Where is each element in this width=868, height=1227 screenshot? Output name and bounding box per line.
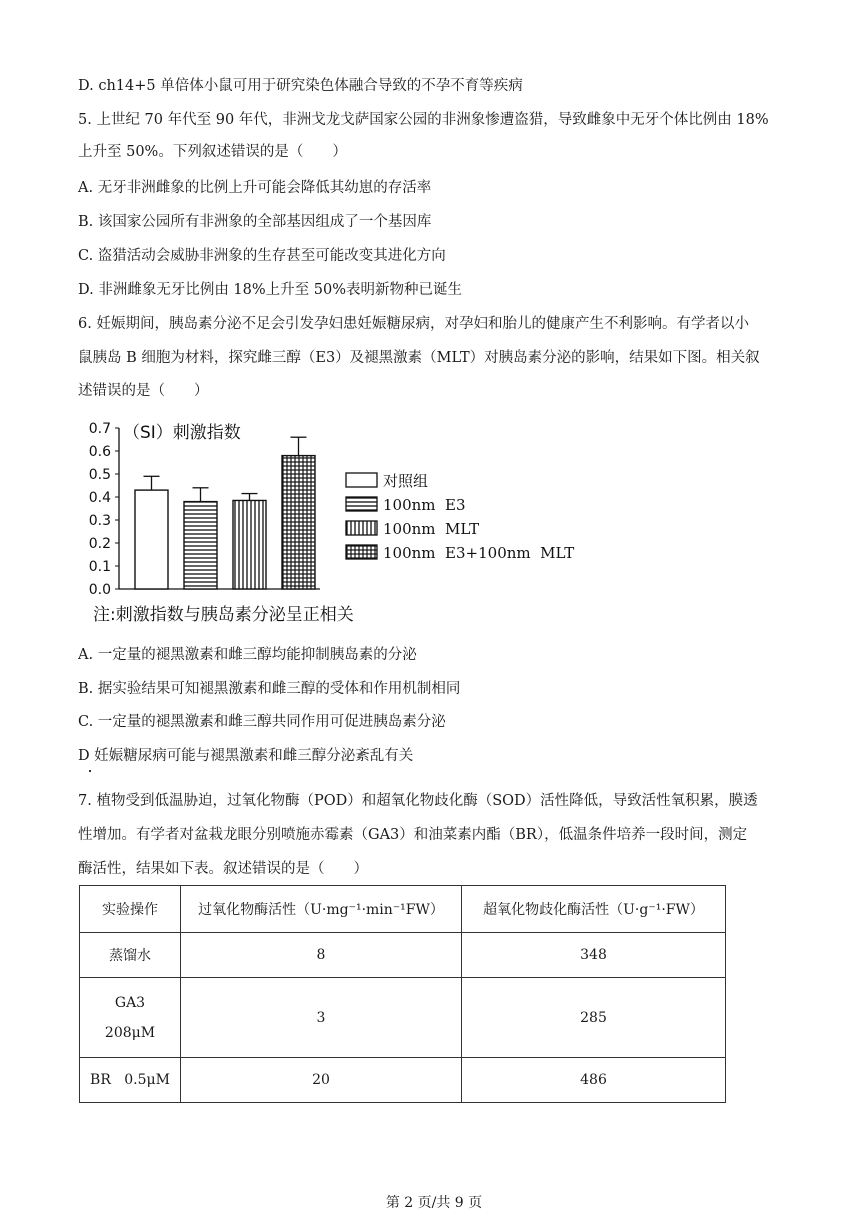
stray-dot xyxy=(89,770,91,772)
q6-stem-line2: 鼠胰岛 B 细胞为材料，探究雌三醇（E3）及褪黑激素（MLT）对胰岛素分泌的影响，结果如下图。相关叙 xyxy=(78,350,760,366)
q5-option-c: C. 盗猎活动会威胁非洲象的生存甚至可能改变其进化方向 xyxy=(78,248,446,264)
table-cell-op-line1: GA3 xyxy=(114,994,146,1011)
chart-ytick-label: 0.6 xyxy=(88,444,111,460)
q7-stem-line2: 性增加。有学者对盆栽龙眼分别喷施赤霉素（GA3）和油菜素内酯（BR），低温条件培养一段时间，测定 xyxy=(78,827,748,843)
chart-bar xyxy=(282,456,315,589)
table-cell-pod: 8 xyxy=(181,933,462,978)
q5-stem-line1: 5. 上世纪 70 年代至 90 年代，非洲戈龙戈萨国家公园的非洲象惨遭盗猎，导致雌象中无牙个体比例由 18% xyxy=(78,112,769,128)
chart-legend-swatch xyxy=(346,473,377,487)
chart-bar xyxy=(135,490,168,589)
q6-option-b: B. 据实验结果可知褪黑激素和雌三醇的受体和作用机制相同 xyxy=(78,681,461,697)
q6-bar-chart xyxy=(85,412,575,642)
chart-ytick-label: 0.4 xyxy=(88,490,111,506)
q5-option-d: D. 非洲雌象无牙比例由 18%上升至 50%表明新物种已诞生 xyxy=(78,282,463,298)
table-header-cell: 超氧化物歧化酶活性（U·g⁻¹·FW） xyxy=(462,886,726,933)
chart-bar xyxy=(233,500,266,589)
table-cell-sod: 348 xyxy=(462,933,726,978)
table-cell-op-line2: 208μM xyxy=(104,1024,156,1041)
chart-legend-label: 100nm MLT xyxy=(383,520,480,538)
table-cell-sod: 285 xyxy=(462,978,726,1058)
table-cell-op: BR 0.5μM xyxy=(80,1058,181,1103)
table-cell-op xyxy=(80,978,181,1058)
q5-stem-line2: 上升至 50%。下列叙述错误的是（ ） xyxy=(78,144,347,160)
table-header-cell: 实验操作 xyxy=(80,886,181,933)
chart-ytick-label: 0.7 xyxy=(88,421,111,437)
chart-legend-label: 100nm E3 xyxy=(383,496,466,514)
q7-stem-line3: 酶活性，结果如下表。叙述错误的是（ ） xyxy=(78,861,368,877)
q6-option-d: D 妊娠糖尿病可能与褪黑激素和雌三醇分泌紊乱有关 xyxy=(78,748,414,764)
table-row xyxy=(80,978,726,1058)
table-cell-pod: 3 xyxy=(181,978,462,1058)
chart-ytick-label: 0.0 xyxy=(88,582,111,598)
q6-stem-line3: 述错误的是（ ） xyxy=(78,383,209,399)
chart-note: 注:刺激指数与胰岛素分泌呈正相关 xyxy=(93,605,354,625)
q6-option-c: C. 一定量的褪黑激素和雌三醇共同作用可促进胰岛素分泌 xyxy=(78,714,446,730)
q5-option-b: B. 该国家公园所有非洲象的全部基因组成了一个基因库 xyxy=(78,214,432,230)
q4-option-d: D. ch14+5 单倍体小鼠可用于研究染色体融合导致的不孕不育等疾病 xyxy=(78,78,523,94)
page-footer: 第 2 页/共 9 页 xyxy=(385,1195,483,1211)
q6-option-a: A. 一定量的褪黑激素和雌三醇均能抑制胰岛素的分泌 xyxy=(78,647,417,663)
q7-stem-line1: 7. 植物受到低温胁迫，过氧化物酶（POD）和超氧化物歧化酶（SOD）活性降低，导致活性氧积累，膜透 xyxy=(78,793,758,809)
table-row xyxy=(80,933,726,978)
table-header-row xyxy=(80,886,726,933)
table-cell-pod: 20 xyxy=(181,1058,462,1103)
chart-legend-label: 100nm E3+100nm MLT xyxy=(383,544,575,562)
chart-ytick-label: 0.2 xyxy=(88,536,111,552)
chart-bar xyxy=(184,502,217,589)
enzyme-activity-table xyxy=(79,885,726,1103)
chart-ytick-label: 0.5 xyxy=(88,467,111,483)
chart-ylabel: （SI）刺激指数 xyxy=(123,423,241,443)
table-cell-op: 蒸馏水 xyxy=(80,933,181,978)
chart-ytick-label: 0.3 xyxy=(88,513,111,529)
chart-ytick-label: 0.1 xyxy=(88,559,111,575)
table-header-cell: 过氧化物酶活性（U·mg⁻¹·min⁻¹FW） xyxy=(181,886,462,933)
table-cell-sod: 486 xyxy=(462,1058,726,1103)
chart-legend-swatch xyxy=(346,521,377,535)
chart-legend-swatch xyxy=(346,545,377,559)
chart-legend-label: 对照组 xyxy=(383,472,429,490)
q5-option-a: A. 无牙非洲雌象的比例上升可能会降低其幼崽的存活率 xyxy=(78,180,432,196)
table-row xyxy=(80,1058,726,1103)
q6-stem-line1: 6. 妊娠期间，胰岛素分泌不足会引发孕妇患妊娠糖尿病，对孕妇和胎儿的健康产生不利影响。有学者以小 xyxy=(78,316,749,332)
chart-legend-swatch xyxy=(346,497,377,511)
